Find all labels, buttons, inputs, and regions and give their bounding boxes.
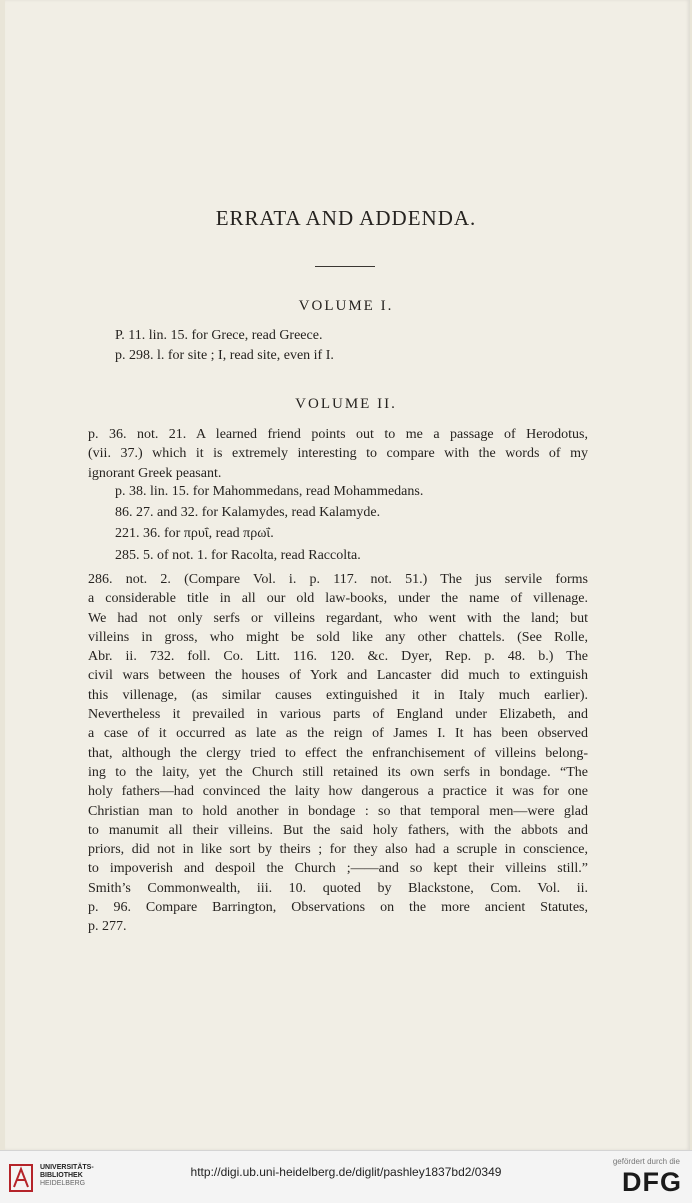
text-line: priors, did not in like sort by theirs ; for they also had a scruple in conscience,	[88, 842, 588, 858]
text-line: ignorant Greek peasant.	[88, 465, 222, 481]
text-line: (vii. 37.) which it is extremely interesting to compare with the words of my	[88, 446, 588, 462]
volume-2-heading: VOLUME II.	[295, 396, 397, 412]
text-line: villeins in gross, who might be sold like any other chattels. (See Rolle,	[88, 629, 588, 645]
dfg-logo: DFG	[622, 1167, 682, 1197]
text-line: p. 96. Compare Barrington, Observations on the more ancient Statutes,	[88, 900, 588, 916]
text-line: Abr. ii. 732. foll. Co. Litt. 116. 120. &c. Dyer, Rep. p. 48. b.) The	[88, 649, 588, 665]
text-line: We had not only serfs or villeins regardant, who went with the land; but	[88, 610, 588, 626]
viewer-footer	[0, 1150, 692, 1203]
errata-line: p. 38. lin. 15. for Mahommedans, read Mohammedans.	[115, 484, 424, 499]
text-line: Christian man to hold another in bondage : so that temporal men—were glad	[88, 803, 588, 819]
paragraph-villenage	[88, 570, 588, 937]
errata-line: 221. 36. for πρυΐ, read πρωΐ.	[115, 526, 274, 541]
page-title: ERRATA AND ADDENDA.	[215, 206, 477, 230]
library-name-line: BIBLIOTHEK	[40, 1172, 83, 1179]
text-line: to impoverish and despoil the Church ;——and so kept their villeins still.”	[88, 861, 588, 877]
title-rule	[315, 266, 375, 267]
library-name-line: UNIVERSITÄTS-	[40, 1164, 94, 1171]
library-name-line: HEIDELBERG	[40, 1180, 86, 1187]
permalink-url[interactable]: http://digi.ub.uni-heidelberg.de/diglit/pashley1837bd2/0349	[190, 1165, 502, 1179]
funded-by-label: gefördert durch die	[612, 1157, 680, 1166]
text-line: that, although the clergy tried to effect the enfranchisement of villeins belong-	[88, 745, 588, 761]
errata-line: p. 298. l. for site ; I, read site, even if I.	[115, 348, 334, 363]
text-line: a case of it occurred as late as the reign of James I. It has been observed	[88, 726, 588, 742]
text-line: 286. not. 2. (Compare Vol. i. p. 117. not. 51.) The jus servile forms	[88, 572, 588, 587]
errata-line: 285. 5. of not. 1. for Racolta, read Raccolta.	[115, 548, 361, 563]
text-line: p. 36. not. 21. A learned friend points out to me a passage of Herodotus,	[88, 427, 588, 442]
text-line: Smith’s Commonwealth, iii. 10. quoted by Blackstone, Com. Vol. ii.	[88, 880, 588, 896]
text-line: ing to the laity, yet the Church still retained its own serfs in bondage. “The	[88, 764, 588, 780]
text-line: this villenage, (as similar causes extinguished it in Italy much earlier).	[88, 687, 588, 703]
text-line: holy fathers—had convinced the laity how dangerous a practice it was for one	[88, 784, 588, 800]
volume-1-heading: VOLUME I.	[298, 298, 394, 314]
text-line: civil wars between the houses of York and Lancaster did much to extinguish	[88, 668, 588, 684]
errata-line: 86. 27. and 32. for Kalamydes, read Kalamyde.	[115, 505, 381, 520]
text-line: p. 277.	[88, 919, 127, 935]
paragraph-herodotus	[88, 425, 588, 483]
text-line: a considerable title in all our old law-books, under the name of villenage.	[88, 591, 588, 607]
text-line: Nevertheless it prevailed in various parts of England under Elizabeth, and	[88, 707, 588, 723]
errata-line: P. 11. lin. 15. for Grece, read Greece.	[115, 328, 323, 343]
text-line: to manumit all their villeins. But the said holy fathers, with the abbots and	[88, 822, 588, 838]
